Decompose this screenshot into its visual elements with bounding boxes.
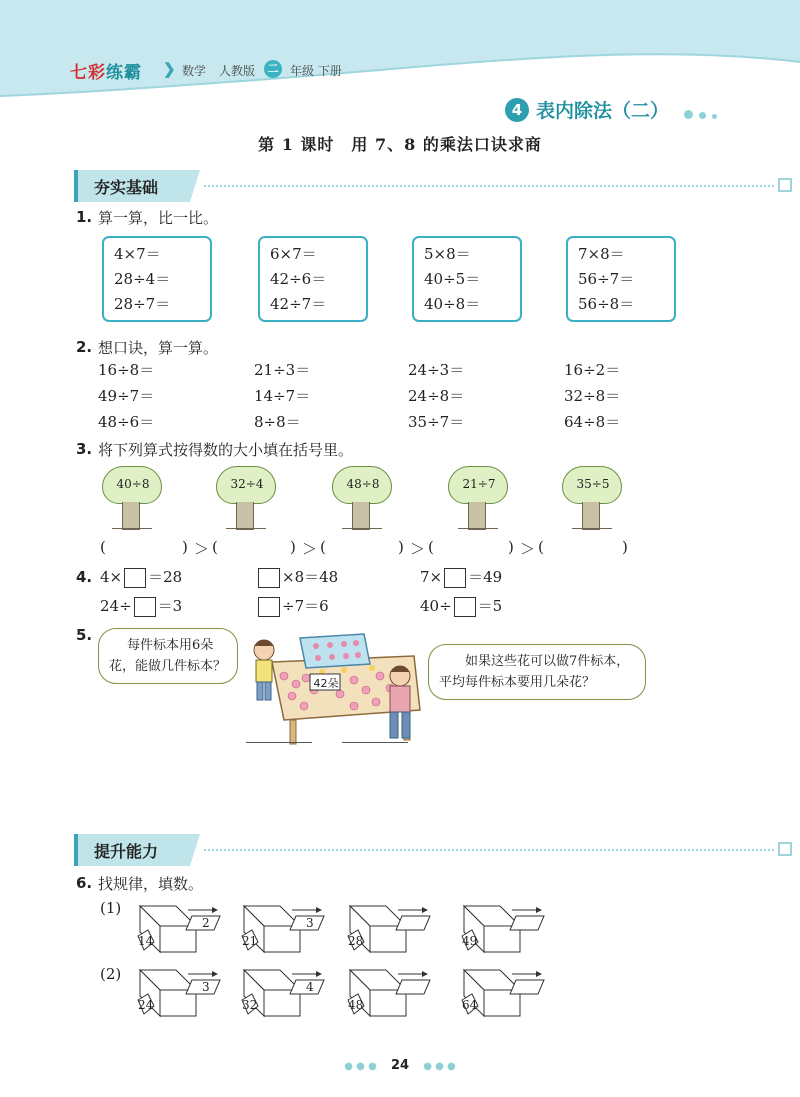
decorative-dots <box>684 104 723 123</box>
fill-equation: 4× ＝28 <box>100 568 183 586</box>
calc-item: 24÷3＝ <box>408 361 465 379</box>
front-number: 32 <box>242 998 258 1012</box>
answer-line[interactable] <box>342 742 408 743</box>
greater-than: ＞ <box>520 540 536 558</box>
greater-than: ＞ <box>194 540 210 558</box>
question-number: 5. <box>76 626 93 644</box>
chevron-right-icon: ❯ <box>163 60 176 78</box>
calc-item: 35÷7＝ <box>408 413 465 431</box>
unit-title: 表内除法（二） <box>536 100 670 122</box>
question-prompt: 想口诀，算一算。 <box>98 339 219 357</box>
answer-paren-close: ) <box>622 538 628 556</box>
fill-equation: ×8＝48 <box>256 565 338 589</box>
fill-equation: 40÷ ＝5 <box>420 597 503 615</box>
answer-line[interactable] <box>246 742 312 743</box>
answer-box[interactable] <box>454 597 476 617</box>
subject-label: 数学 <box>182 64 207 78</box>
front-number: 24 <box>138 998 154 1012</box>
question-number: 4. <box>76 568 93 586</box>
tree-icon: 40÷8 <box>102 466 162 532</box>
answer-paren-close: ) <box>182 538 188 556</box>
section-header-advanced <box>74 834 800 866</box>
tree-icon: 48÷8 <box>332 466 392 532</box>
front-number: 48 <box>348 998 364 1012</box>
page-footer: ● ● ● 24 ● ● ● <box>344 1058 456 1073</box>
speech-bubble-left: 每件标本用6朵 花，能做几件标本？ <box>98 628 238 684</box>
section-header-basics <box>74 170 800 202</box>
fill-equation: ÷7＝6 <box>256 594 329 618</box>
calc-item: 24÷8＝ <box>408 387 465 405</box>
calc-item: 16÷8＝ <box>98 361 155 379</box>
answer-paren-open[interactable]: ( <box>428 538 434 556</box>
greater-than: ＞ <box>302 540 318 558</box>
calc-group: 7×8＝ 56÷7＝ 56÷8＝ <box>566 236 676 322</box>
answer-box[interactable] <box>124 568 146 588</box>
grade-label: 年级 下册 <box>290 64 342 78</box>
question-prompt: 将下列算式按得数的大小填在括号里。 <box>98 441 354 459</box>
question-number: 6. <box>76 874 93 892</box>
calc-item: 16÷2＝ <box>564 361 621 379</box>
header-band <box>0 0 800 100</box>
question-prompt: 算一算，比一比。 <box>98 209 219 227</box>
answer-paren-open[interactable]: ( <box>320 538 326 556</box>
section-label: 提升能力 <box>94 842 159 861</box>
arrow-number[interactable]: 3 <box>202 980 210 994</box>
grade-badge: 二 <box>264 60 282 78</box>
front-number: 14 <box>138 934 154 948</box>
answer-paren-open[interactable]: ( <box>212 538 218 556</box>
question-prompt: 找规律，填数。 <box>98 875 204 893</box>
calc-group: 4×7＝ 28÷4＝ 28÷7＝ <box>102 236 212 322</box>
greater-than: ＞ <box>410 540 426 558</box>
tree-icon: 21÷7 <box>448 466 508 532</box>
calc-item: 8÷8＝ <box>254 413 301 431</box>
answer-paren-close: ) <box>398 538 404 556</box>
tree-icon: 32÷4 <box>216 466 276 532</box>
arrow-number[interactable]: 2 <box>202 916 210 930</box>
section-label: 夯实基础 <box>94 178 159 197</box>
calc-group: 6×7＝ 42÷6＝ 42÷7＝ <box>258 236 368 322</box>
front-number: 28 <box>348 934 364 948</box>
calc-item: 21÷3＝ <box>254 361 311 379</box>
question-number: 2. <box>76 338 93 356</box>
answer-box[interactable] <box>258 568 280 588</box>
front-number: 49 <box>462 934 478 948</box>
fill-equation: 24÷ ＝3 <box>100 597 183 615</box>
answer-box[interactable] <box>134 597 156 617</box>
flower-count-sign: 42朵 <box>313 677 339 690</box>
calc-item: 32÷8＝ <box>564 387 621 405</box>
calc-item: 64÷8＝ <box>564 413 621 431</box>
arrow-number[interactable]: 3 <box>306 916 314 930</box>
page-number: 24 <box>390 1058 410 1073</box>
brand-logo: 七彩练霸 <box>70 63 142 83</box>
calc-item: 49÷7＝ <box>98 387 155 405</box>
unit-number-badge: 4 <box>505 98 529 122</box>
answer-box[interactable] <box>258 597 280 617</box>
speech-bubble-right: 如果这些花可以做7件标本， 平均每件标本要用几朵花？ <box>428 644 646 700</box>
calc-item: 48÷6＝ <box>98 413 155 431</box>
front-number: 64 <box>462 998 478 1012</box>
tree-icon: 35÷5 <box>562 466 622 532</box>
answer-box[interactable] <box>444 568 466 588</box>
calc-group: 5×8＝ 40÷5＝ 40÷8＝ <box>412 236 522 322</box>
edition-label: 人教版 <box>219 64 256 78</box>
fill-equation: 7× ＝49 <box>420 568 503 586</box>
answer-paren-open[interactable]: ( <box>538 538 544 556</box>
front-number: 21 <box>242 934 258 948</box>
answer-paren-close: ) <box>290 538 296 556</box>
answer-paren-close: ) <box>508 538 514 556</box>
answer-paren-open[interactable]: ( <box>100 538 106 556</box>
question-number: 3. <box>76 440 93 458</box>
lesson-title: 第 1 课时 用 7、8 的乘法口诀求商 <box>258 135 542 154</box>
calc-item: 14÷7＝ <box>254 387 311 405</box>
question-number: 1. <box>76 208 93 226</box>
part-label: (2) <box>100 965 122 983</box>
arrow-number[interactable]: 4 <box>306 980 314 994</box>
part-label: (1) <box>100 899 122 917</box>
